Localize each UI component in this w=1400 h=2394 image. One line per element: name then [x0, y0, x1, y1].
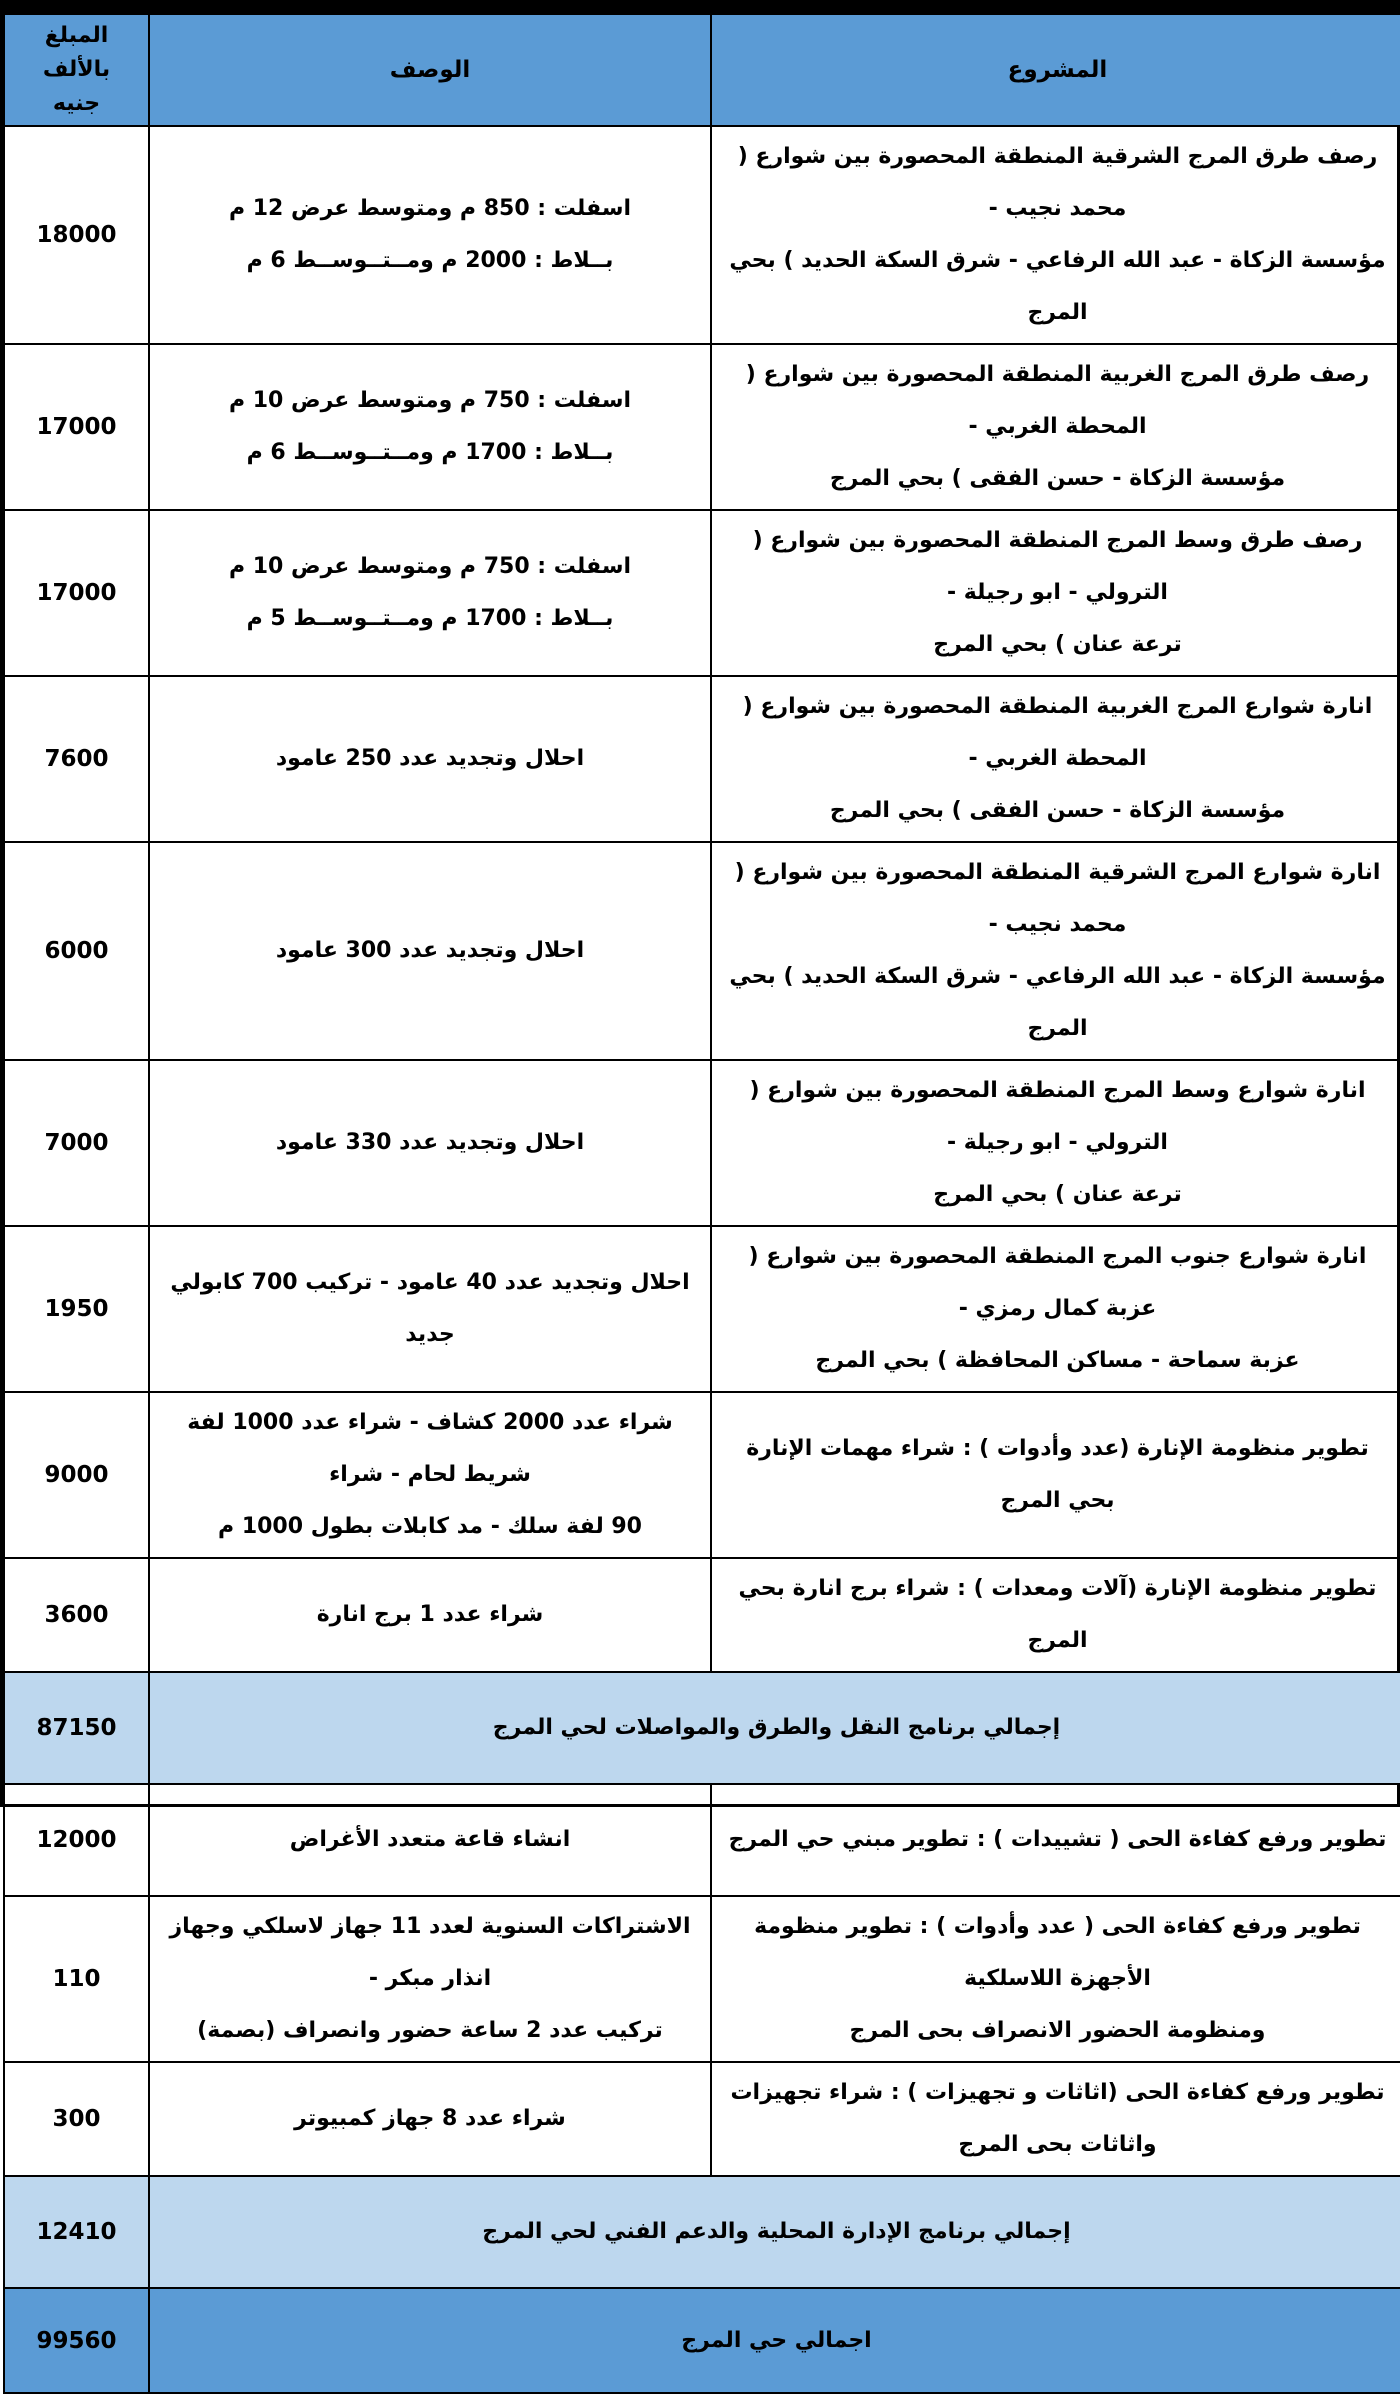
subtotal-row-label: إجمالي برنامج النقل والطرق والمواصلات لحي المرج — [149, 1672, 1400, 1784]
description-line: اسفلت : 850 م ومتوسط عرض 12 م — [228, 196, 632, 221]
description-line: 90 لفة سلك - مد كابلات بطول 1000 م — [218, 1514, 642, 1539]
amount-cell: 12000 — [4, 1784, 149, 1896]
description-cell — [149, 126, 711, 344]
description-line: شراء عدد 8 جهاز كمبيوتر — [294, 2106, 566, 2131]
project-line: تطوير منظومة الإنارة (عدد وأدوات ) : شراء مهمات الإنارة بحي المرج — [746, 1436, 1369, 1513]
amount-cell: 7600 — [4, 676, 149, 842]
subtotal-row — [4, 1672, 1400, 1784]
subtotal-row-amount: 12410 — [4, 2176, 149, 2288]
table-row — [4, 1226, 1400, 1392]
description-line: انشاء قاعة متعدد الأغراض — [289, 1827, 571, 1852]
project-cell — [711, 1558, 1400, 1672]
grand-total-row — [4, 2288, 1400, 2393]
project-cell — [711, 1896, 1400, 2062]
description-cell — [149, 842, 711, 1060]
subtotal-row-amount: 87150 — [4, 1672, 149, 1784]
amount-cell: 17000 — [4, 510, 149, 676]
subtotal-row-label: إجمالي برنامج الإدارة المحلية والدعم الفني لحي المرج — [149, 2176, 1400, 2288]
description-line: اسفلت : 750 م ومتوسط عرض 10 م — [228, 554, 632, 579]
header-project: المشروع — [711, 14, 1400, 126]
description-line: احلال وتجديد عدد 250 عامود — [275, 746, 585, 771]
project-cell — [711, 1784, 1400, 1896]
header-amount-line: المبلغ — [44, 23, 109, 48]
grand-total-row-label: اجمالي حي المرج — [149, 2288, 1400, 2393]
project-cell — [711, 676, 1400, 842]
table-row — [4, 1784, 1400, 1896]
header-amount — [4, 14, 149, 126]
table-row — [4, 510, 1400, 676]
description-line: اسفلت : 750 م ومتوسط عرض 10 م — [228, 388, 632, 413]
table-row — [4, 1392, 1400, 1558]
header-description: الوصف — [149, 14, 711, 126]
budget-table-sheet — [0, 10, 1400, 2354]
table-row — [4, 676, 1400, 842]
description-cell — [149, 1060, 711, 1226]
project-cell — [711, 126, 1400, 344]
table-row — [4, 1558, 1400, 1672]
table-row — [4, 126, 1400, 344]
project-cell — [711, 842, 1400, 1060]
table-row — [4, 1060, 1400, 1226]
description-cell — [149, 1558, 711, 1672]
description-line: بــلاط : 2000 م ومــتــوســط 6 م — [246, 248, 614, 273]
amount-cell: 1950 — [4, 1226, 149, 1392]
project-line: رصف طرق وسط المرج المنطقة المحصورة بين شوارع ( الترولي - ابو رجيلة - — [752, 528, 1363, 605]
table-row — [4, 842, 1400, 1060]
description-line: شراء عدد 2000 كشاف - شراء عدد 1000 لفة شريط لحام - شراء — [187, 1410, 673, 1487]
project-cell — [711, 2062, 1400, 2176]
amount-cell: 7000 — [4, 1060, 149, 1226]
description-cell — [149, 1896, 711, 2062]
table-body — [4, 126, 1400, 2393]
project-line: انارة شوارع المرج الغربية المنطقة المحصورة بين شوارع ( المحطة الغربي - — [742, 694, 1373, 771]
project-line: رصف طرق المرج الشرقية المنطقة المحصورة بين شوارع ( محمد نجيب - — [737, 144, 1378, 221]
project-line: انارة شوارع جنوب المرج المنطقة المحصورة بين شوارع ( عزبة كمال رمزي - — [748, 1244, 1367, 1321]
description-line: بــلاط : 1700 م ومــتــوســط 5 م — [246, 606, 614, 631]
amount-cell: 110 — [4, 1896, 149, 2062]
description-cell — [149, 2062, 711, 2176]
project-cell — [711, 1060, 1400, 1226]
description-cell — [149, 676, 711, 842]
project-line: ترعة عنان ) بحي المرج — [933, 1182, 1182, 1207]
project-line: تطوير ورفع كفاءة الحى ( تشييدات ) : تطوير مبني حي المرج — [728, 1827, 1387, 1852]
project-line: رصف طرق المرج الغربية المنطقة المحصورة بين شوارع ( المحطة الغربي - — [745, 362, 1370, 439]
description-cell — [149, 1784, 711, 1896]
description-line: الاشتراكات السنوية لعدد 11 جهاز لاسلكي وجهاز انذار مبكر - — [169, 1914, 691, 1991]
amount-cell: 3600 — [4, 1558, 149, 1672]
description-line: احلال وتجديد عدد 40 عامود - تركيب 700 كابولي جديد — [170, 1270, 690, 1347]
top-border-strip — [0, 0, 1400, 10]
description-line: شراء عدد 1 برج انارة — [316, 1602, 544, 1627]
project-line: تطوير ورفع كفاءة الحى (اثاثات و تجهيزات ) : شراء تجهيزات واثاثات بحى المرج — [730, 2080, 1385, 2157]
project-line: ومنظومة الحضور الانصراف بحى المرج — [849, 2018, 1266, 2043]
subtotal-row — [4, 2176, 1400, 2288]
project-line: انارة شوارع وسط المرج المنطقة المحصورة بين شوارع ( الترولي - ابو رجيلة - — [749, 1078, 1366, 1155]
table-row — [4, 344, 1400, 510]
project-line: مؤسسة الزكاة - حسن الفقى ) بحي المرج — [829, 798, 1286, 823]
project-cell — [711, 1226, 1400, 1392]
header-row — [4, 14, 1400, 126]
description-line: تركيب عدد 2 ساعة حضور وانصراف (بصمة) — [197, 2018, 663, 2043]
description-line: احلال وتجديد عدد 330 عامود — [275, 1130, 585, 1155]
project-line: مؤسسة الزكاة - حسن الفقى ) بحي المرج — [829, 466, 1286, 491]
description-cell — [149, 510, 711, 676]
amount-cell: 300 — [4, 2062, 149, 2176]
description-cell — [149, 1226, 711, 1392]
amount-cell: 9000 — [4, 1392, 149, 1558]
project-line: مؤسسة الزكاة - عبد الله الرفاعي - شرق السكة الحديد ) بحي المرج — [729, 248, 1386, 325]
project-line: مؤسسة الزكاة - عبد الله الرفاعي - شرق السكة الحديد ) بحي المرج — [729, 964, 1386, 1041]
grand-total-row-amount: 99560 — [4, 2288, 149, 2393]
project-cell — [711, 1392, 1400, 1558]
project-cell — [711, 510, 1400, 676]
description-line: بــلاط : 1700 م ومــتــوســط 6 م — [246, 440, 614, 465]
header-amount-line: بالألف جنيه — [42, 57, 111, 116]
amount-cell: 17000 — [4, 344, 149, 510]
amount-cell: 6000 — [4, 842, 149, 1060]
project-line: انارة شوارع المرج الشرقية المنطقة المحصورة بين شوارع ( محمد نجيب - — [734, 860, 1381, 937]
budget-table — [3, 13, 1400, 2394]
table-row — [4, 2062, 1400, 2176]
description-cell — [149, 1392, 711, 1558]
amount-cell: 18000 — [4, 126, 149, 344]
description-cell — [149, 344, 711, 510]
project-line: عزبة سماحة - مساكن المحافظة ) بحي المرج — [815, 1348, 1300, 1373]
project-line: تطوير منظومة الإنارة (آلات ومعدات ) : شراء برج انارة بحي المرج — [738, 1576, 1377, 1653]
table-row — [4, 1896, 1400, 2062]
project-line: ترعة عنان ) بحي المرج — [933, 632, 1182, 657]
project-cell — [711, 344, 1400, 510]
project-line: تطوير ورفع كفاءة الحى ( عدد وأدوات ) : تطوير منظومة الأجهزة اللاسلكية — [754, 1914, 1361, 1991]
description-line: احلال وتجديد عدد 300 عامود — [275, 938, 585, 963]
